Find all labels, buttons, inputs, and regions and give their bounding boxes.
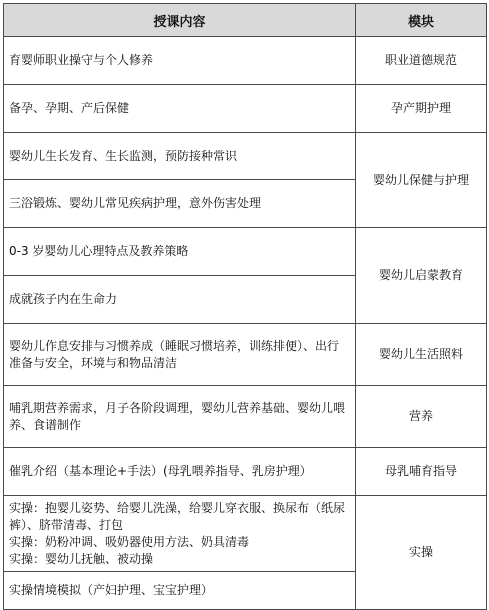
table-row	[4, 37, 487, 85]
content-cell: 备孕、孕期、产后保健	[4, 85, 356, 133]
table-row	[4, 133, 487, 180]
table-row	[4, 324, 487, 386]
header-module: 模块	[356, 4, 487, 37]
header-content: 授课内容	[4, 4, 356, 37]
content-cell	[4, 386, 356, 448]
content-cell	[4, 496, 356, 572]
content-cell	[4, 324, 356, 386]
content-cell: 育婴师职业操守与个人修养	[4, 37, 356, 85]
content-line: 实操：奶粉冲调、吸奶器使用方法、奶具清毒	[9, 534, 250, 549]
table-row	[4, 228, 487, 276]
module-cell: 营养	[356, 386, 487, 448]
table-row	[4, 85, 487, 133]
table-row	[4, 448, 487, 496]
module-cell: 婴幼儿启蒙教育	[356, 228, 487, 324]
header-row	[4, 4, 487, 37]
course-table	[3, 3, 487, 610]
module-cell: 实操	[356, 496, 487, 610]
content-line: 裤）、脐带清毒、打包	[9, 517, 124, 532]
content-cell: 催乳介绍（基本理论+手法）(母乳喂养指导、乳房护理）	[4, 448, 356, 496]
module-cell: 婴幼儿保健与护理	[356, 133, 487, 228]
table-row	[4, 386, 487, 448]
module-cell: 孕产期护理	[356, 85, 487, 133]
content-text: 哺乳期营养需求，月子各阶段调理，婴幼儿营养基础、婴幼儿喂养、食谱制作	[9, 400, 346, 432]
content-cell: 实操情境模拟（产妇护理、宝宝护理）	[4, 572, 356, 610]
course-table-container	[3, 3, 487, 610]
module-cell: 婴幼儿生活照料	[356, 324, 487, 386]
content-cell: 0-3 岁婴幼儿心理特点及教养策略	[4, 228, 356, 276]
module-cell: 母乳哺育指导	[356, 448, 487, 496]
content-line: 实操：婴幼儿抚触、被动操	[9, 551, 154, 566]
content-line: 实操：抱婴儿姿势、给婴儿洗澡，给婴儿穿衣服、换尿布（纸尿	[9, 500, 346, 515]
content-cell: 三浴锻炼、婴幼儿常见疾病护理，意外伤害处理	[4, 180, 356, 228]
content-text: 婴幼儿作息安排与习惯养成（睡眠习惯培养，训练排便）、出行准备与安全，环境与和物品清洁	[9, 338, 340, 370]
module-cell: 职业道德规范	[356, 37, 487, 85]
content-cell: 成就孩子内在生命力	[4, 276, 356, 324]
content-cell: 婴幼儿生长发育、生长监测，预防接种常识	[4, 133, 356, 180]
table-row	[4, 496, 487, 572]
